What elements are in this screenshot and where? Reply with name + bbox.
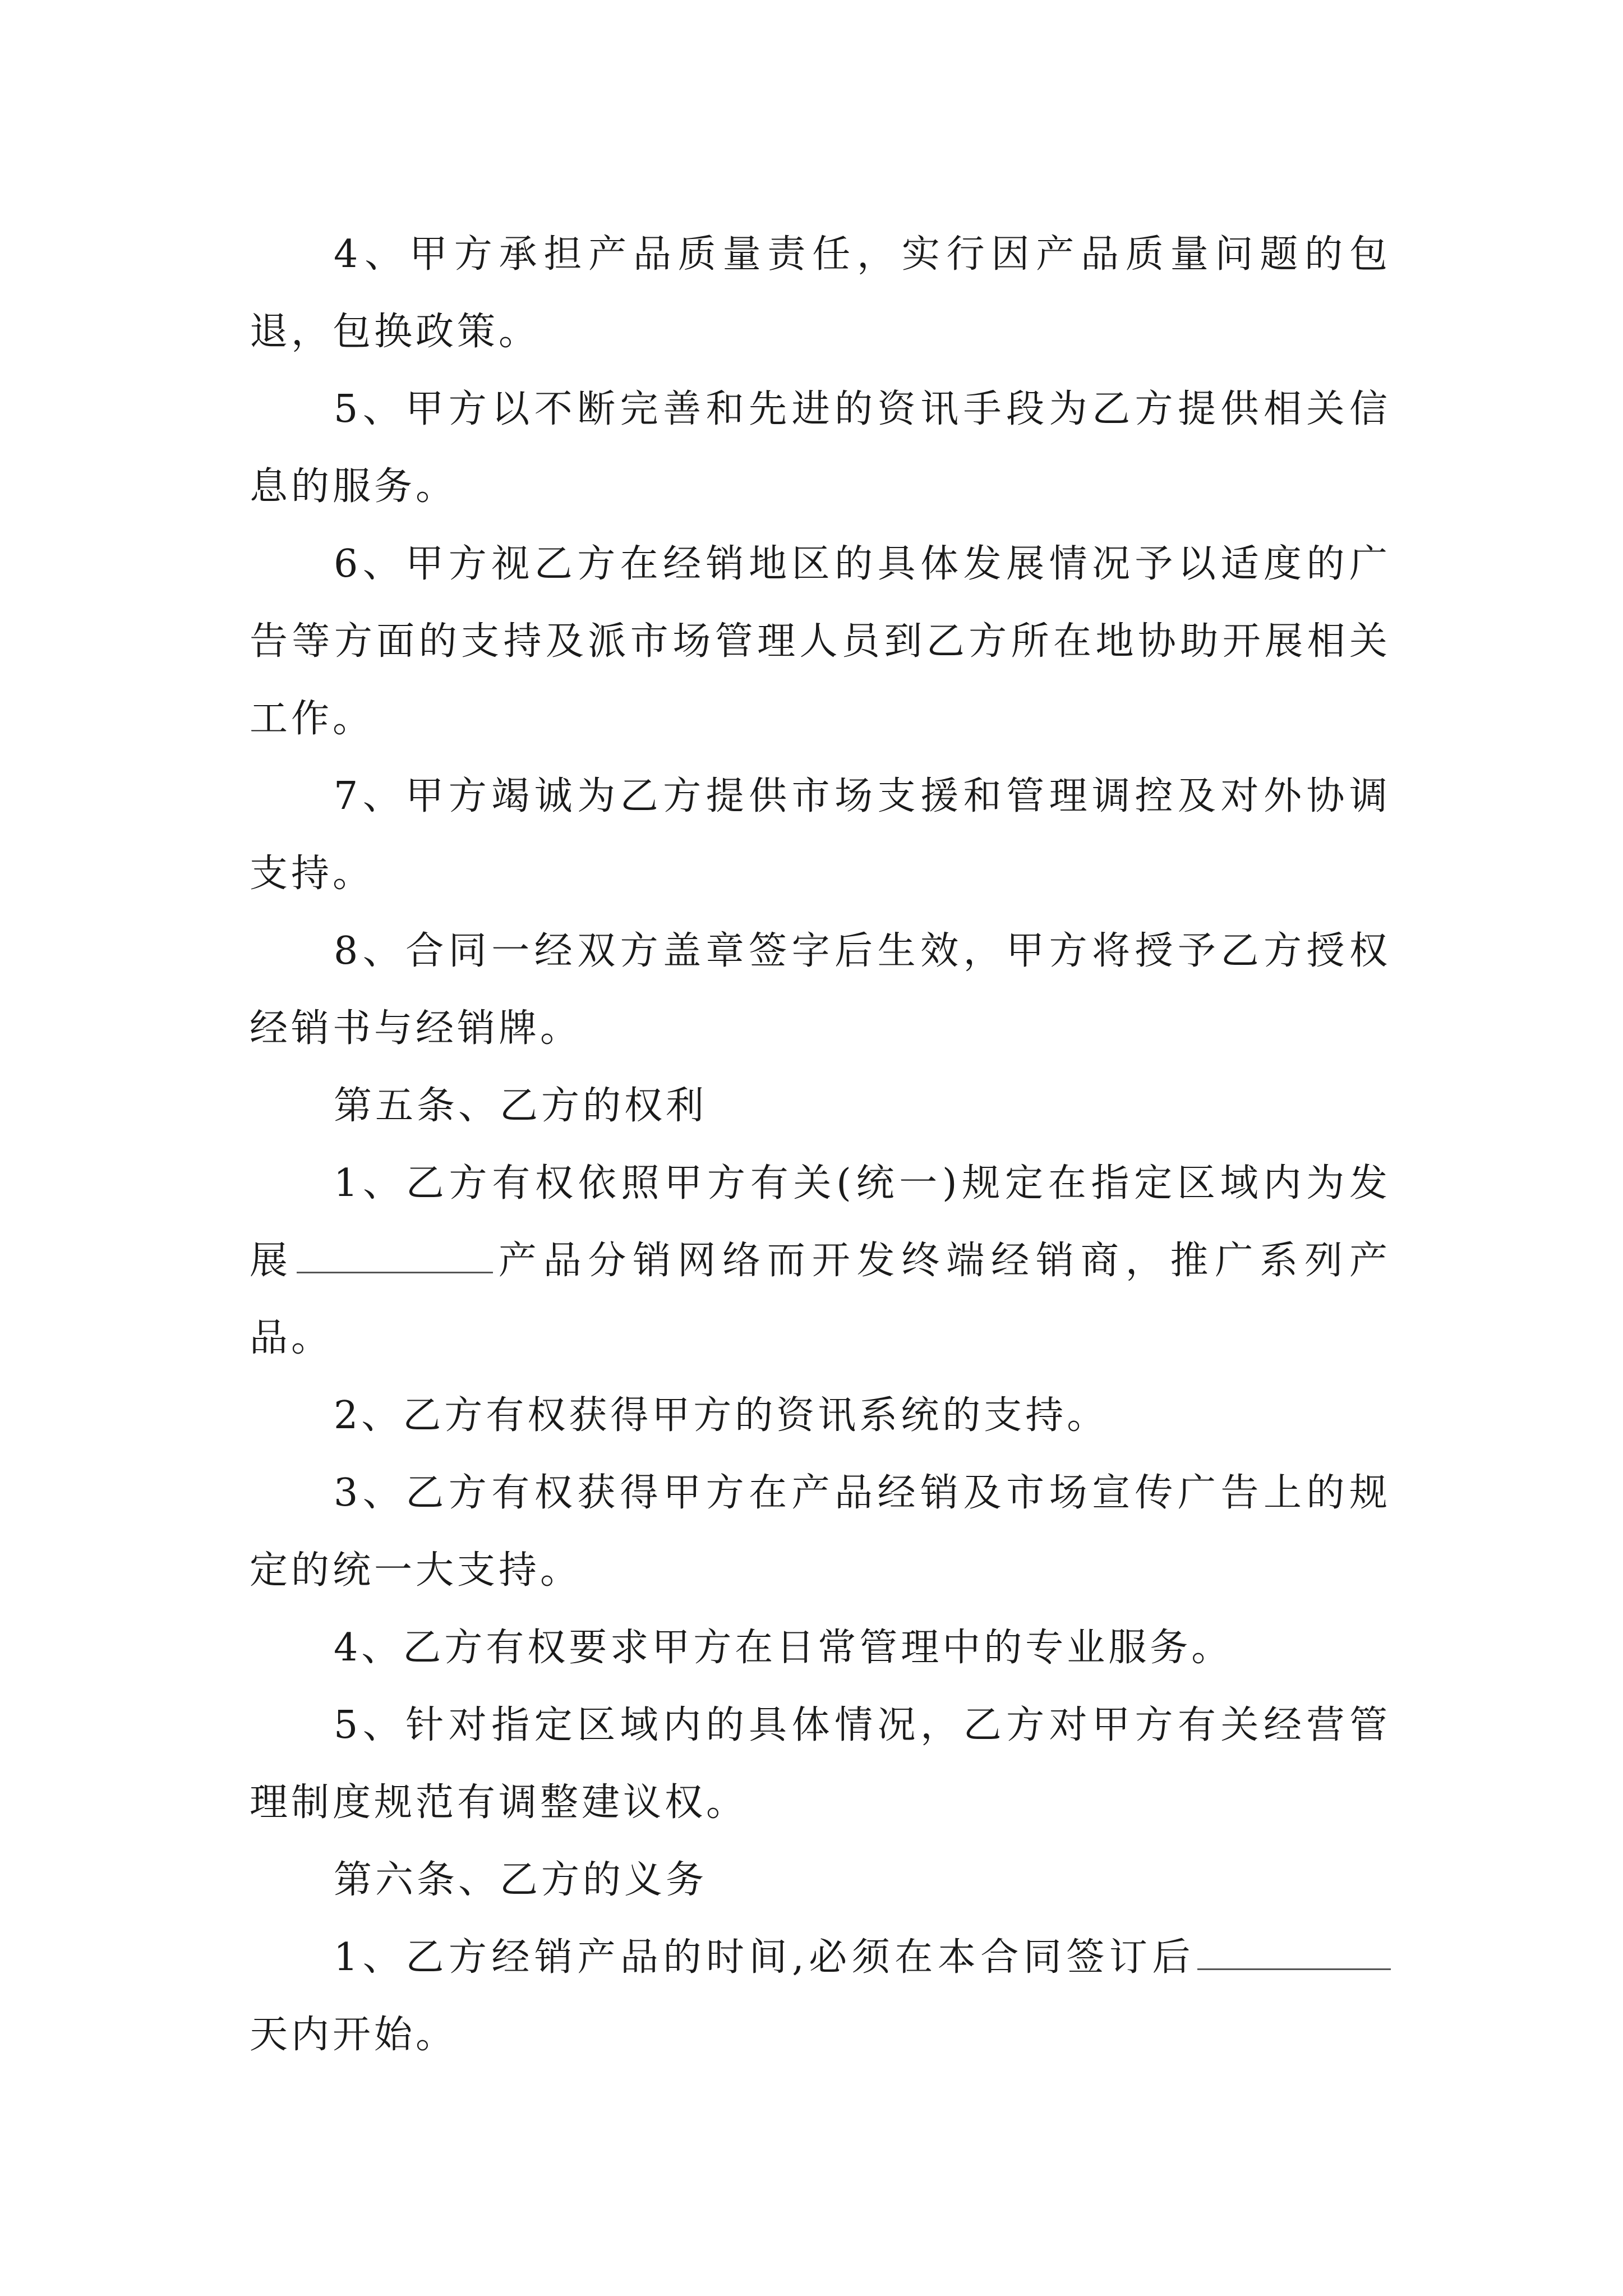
fill-blank-product[interactable] (297, 1238, 493, 1273)
clause-party-b-rights-3: 3、乙方有权获得甲方在产品经销及市场宣传广告上的规定的统一大支持。 (250, 1471, 1391, 1593)
clause-party-a-4: 4、甲方承担产品质量责任，实行因产品质量问题的包退，包换政策。 (250, 232, 1391, 354)
clause-text: 1、乙方经销产品的时间,必须在本合同签订后 (334, 1935, 1195, 1980)
clause-party-a-8: 8、合同一经双方盖章签字后生效，甲方将授予乙方授权经销书与经销牌。 (250, 929, 1391, 1051)
clause-text: 产品分销网络而开发终端经销商，推广系列产品。 (250, 1239, 1391, 1360)
fill-blank-days[interactable] (1197, 1935, 1391, 1970)
clause-party-a-5: 5、甲方以不断完善和先进的资讯手段为乙方提供相关信息的服务。 (250, 387, 1391, 509)
clause-party-b-rights-2: 2、乙方有权获得甲方的资讯系统的支持。 (334, 1393, 1109, 1438)
clause-text: 天内开始。 (250, 2013, 458, 2057)
clause-party-b-duties-1 (250, 1919, 1391, 2074)
clause-party-b-rights-5: 5、针对指定区域内的具体情况，乙方对甲方有关经营管理制度规范有调整建议权。 (250, 1703, 1391, 1825)
clause-text: 1、乙方有权依照甲方有关(统一)规定在指定区域内为发展 (250, 1161, 1391, 1283)
clause-party-b-rights-1 (250, 1145, 1391, 1377)
article-5-heading: 第五条、乙方的权利 (334, 1084, 708, 1128)
clause-party-a-6: 6、甲方视乙方在经销地区的具体发展情况予以适度的广告等方面的支持及派市场管理人员到乙方所在地协助开展相关工作。 (250, 542, 1391, 741)
article-6-heading: 第六条、乙方的义务 (334, 1858, 708, 1902)
clause-party-a-7: 7、甲方竭诚为乙方提供市场支援和管理调控及对外协调支持。 (250, 774, 1391, 896)
clause-party-b-rights-4: 4、乙方有权要求甲方在日常管理中的专业服务。 (334, 1626, 1233, 1670)
document-body (250, 216, 1391, 2074)
